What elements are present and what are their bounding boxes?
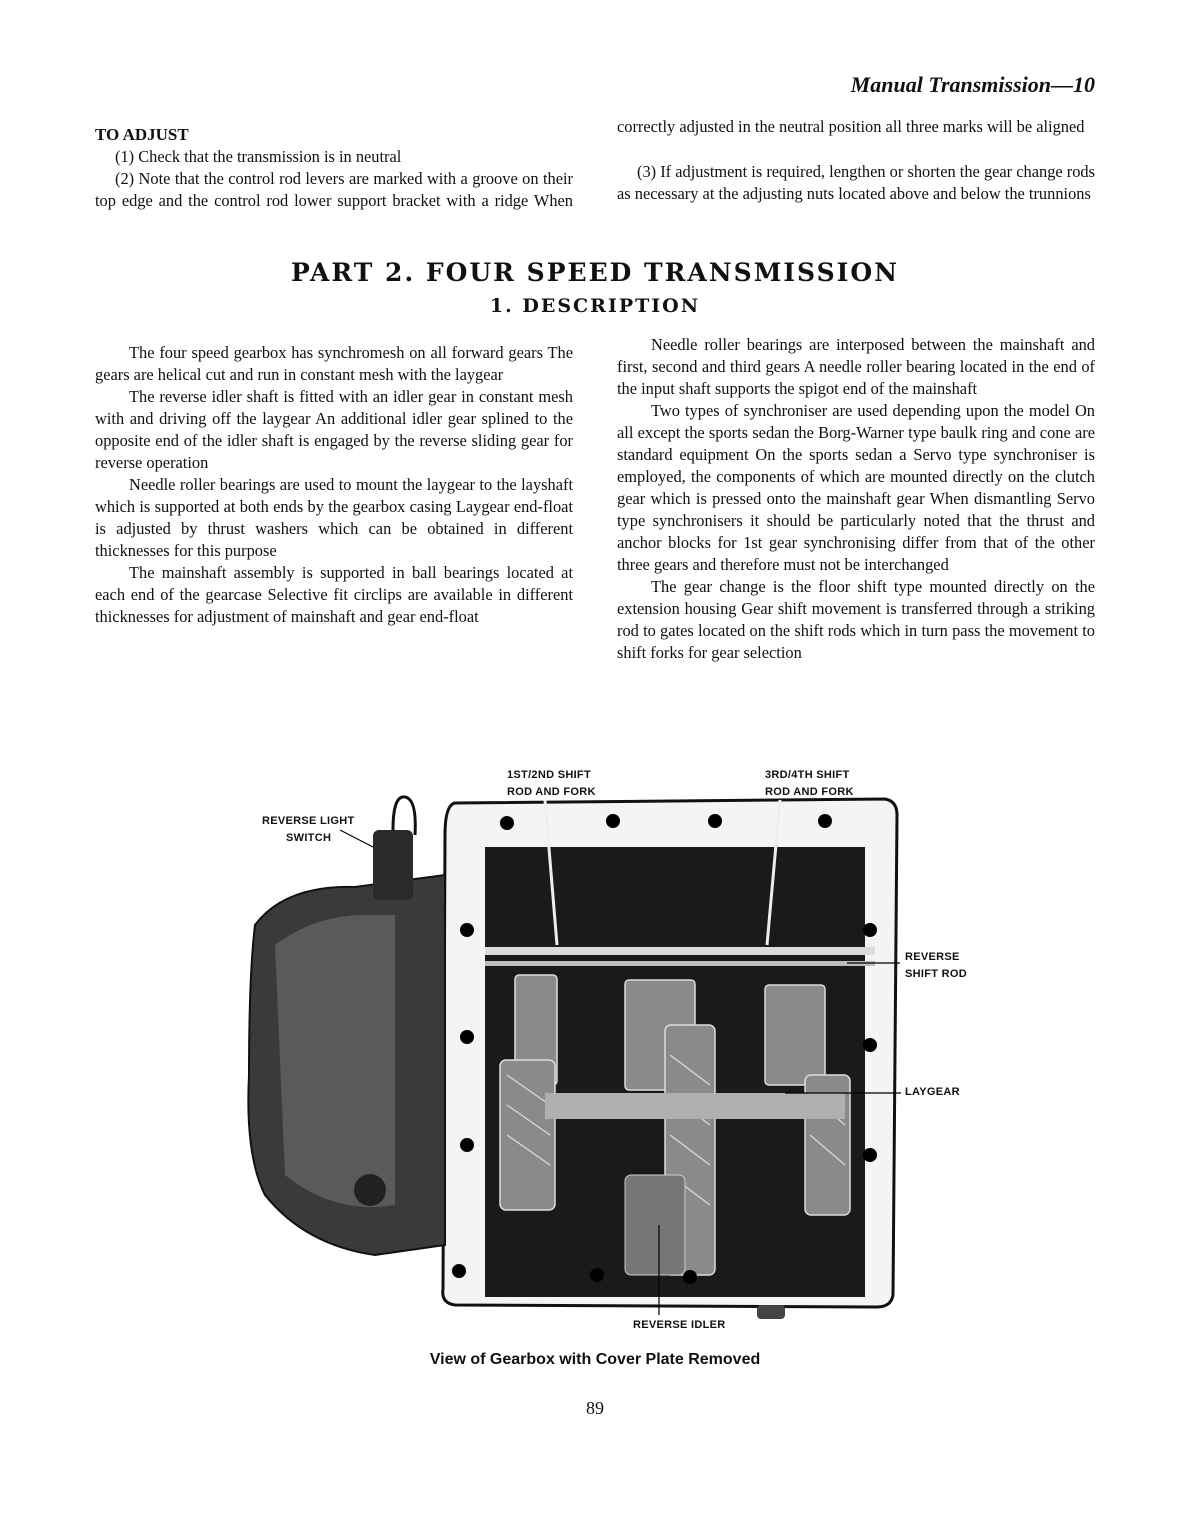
- adjust-step-2: (2) Note that the control rod levers are marked with a groove on their top edge and the control rod lower support bracket with a ridge When: [95, 169, 573, 210]
- adjust-step-3: (3) If adjustment is required, lengthen or shorten the gear change rods as necessary at the adjusting nuts located above and below the trunnions: [617, 162, 1095, 203]
- label-1st-2nd-line2: ROD AND FORK: [507, 786, 596, 798]
- label-reverse-shift-rod: [905, 949, 985, 983]
- description-p5: Needle roller bearings are interposed between the mainshaft and first, second and third gears A needle roller bearing located in the end of the input shaft supports the spigot end of the mainshaft: [617, 335, 1095, 398]
- part-title: PART 2. FOUR SPEED TRANSMISSION: [291, 258, 899, 287]
- label-1st-2nd-line1: 1ST/2ND SHIFT: [507, 769, 591, 781]
- label-3rd-4th-line1: 3RD/4TH SHIFT: [765, 769, 850, 781]
- gearbox-illustration: [245, 775, 945, 1335]
- description-p3: Needle roller bearings are used to mount the laygear to the layshaft which is supported at both ends by the gearbox casing Laygear end-float is adjusted by thrust washers which can be obtained in different thicknesses for this purpose: [95, 475, 573, 560]
- description-p2: The reverse idler shaft is fitted with an idler gear in constant mesh with and driving off the laygear An additional idler gear splined to the opposite end of the idler shaft is engaged by the reverse sliding gear for reverse operation: [95, 387, 573, 472]
- page-number: 89: [586, 1398, 604, 1418]
- description-p7: The gear change is the floor shift type mounted directly on the extension housing Gear shift movement is transferred through a striking rod to gates located on the shift rods which in turn pass the movement to shift forks for gear selection: [617, 577, 1095, 662]
- description-left-column: [95, 342, 573, 628]
- adjust-right-column-continuation: [617, 116, 1095, 160]
- label-1st-2nd-shift: [507, 767, 596, 801]
- gearbox-figure: [245, 769, 967, 1335]
- figure-caption: View of Gearbox with Cover Plate Removed: [429, 1351, 761, 1368]
- label-laygear: LAYGEAR: [905, 1086, 960, 1098]
- label-reverse-idler: REVERSE IDLER: [633, 1319, 726, 1331]
- section-title: 1. DESCRIPTION: [489, 295, 701, 317]
- running-title: Manual Transmission—10: [850, 72, 1095, 97]
- adjust-heading: TO ADJUST: [95, 125, 189, 144]
- label-reverse-light-switch: [262, 813, 355, 847]
- description-p4: The mainshaft assembly is supported in ball bearings located at each end of the gearcase Selective fit circlips are available in different thicknesses for adjustment of mainshaft and gear end-float: [95, 563, 573, 626]
- adjust-step-1: (1) Check that the transmission is in neutral: [115, 147, 402, 166]
- label-3rd-4th-line2: ROD AND FORK: [765, 786, 854, 798]
- adjust-right-column: [617, 161, 1095, 205]
- label-reverse-light-line2: SWITCH: [286, 832, 332, 844]
- description-p1: The four speed gearbox has synchromesh on all forward gears The gears are helical cut and run in constant mesh with the laygear: [95, 343, 573, 384]
- label-reverse-light-line1: REVERSE LIGHT: [262, 815, 355, 827]
- adjust-step-2-continued: correctly adjusted in the neutral position all three marks will be aligned: [617, 117, 1085, 136]
- label-reverse-rod-line2: SHIFT ROD: [905, 968, 967, 980]
- adjust-step-2-start: [95, 168, 573, 212]
- description-right-column: [617, 334, 1095, 664]
- label-reverse-rod-line1: REVERSE: [905, 951, 960, 963]
- adjust-left-column: [95, 124, 573, 212]
- label-3rd-4th-shift: [765, 767, 854, 801]
- description-p6: Two types of synchroniser are used depending upon the model On all except the sports sedan the Borg-Warner type baulk ring and cone are standard equipment On the sports sedan a Servo type synchroniser is employed, the components of which are mounted directly on the clutch gear which is pressed onto the mainshaft gear When dismantling Servo type synchronisers it should be particularly noted that the thrust and anchor blocks for 1st gear synchronising differ from that of the other three gears and therefore must not be interchanged: [617, 401, 1095, 574]
